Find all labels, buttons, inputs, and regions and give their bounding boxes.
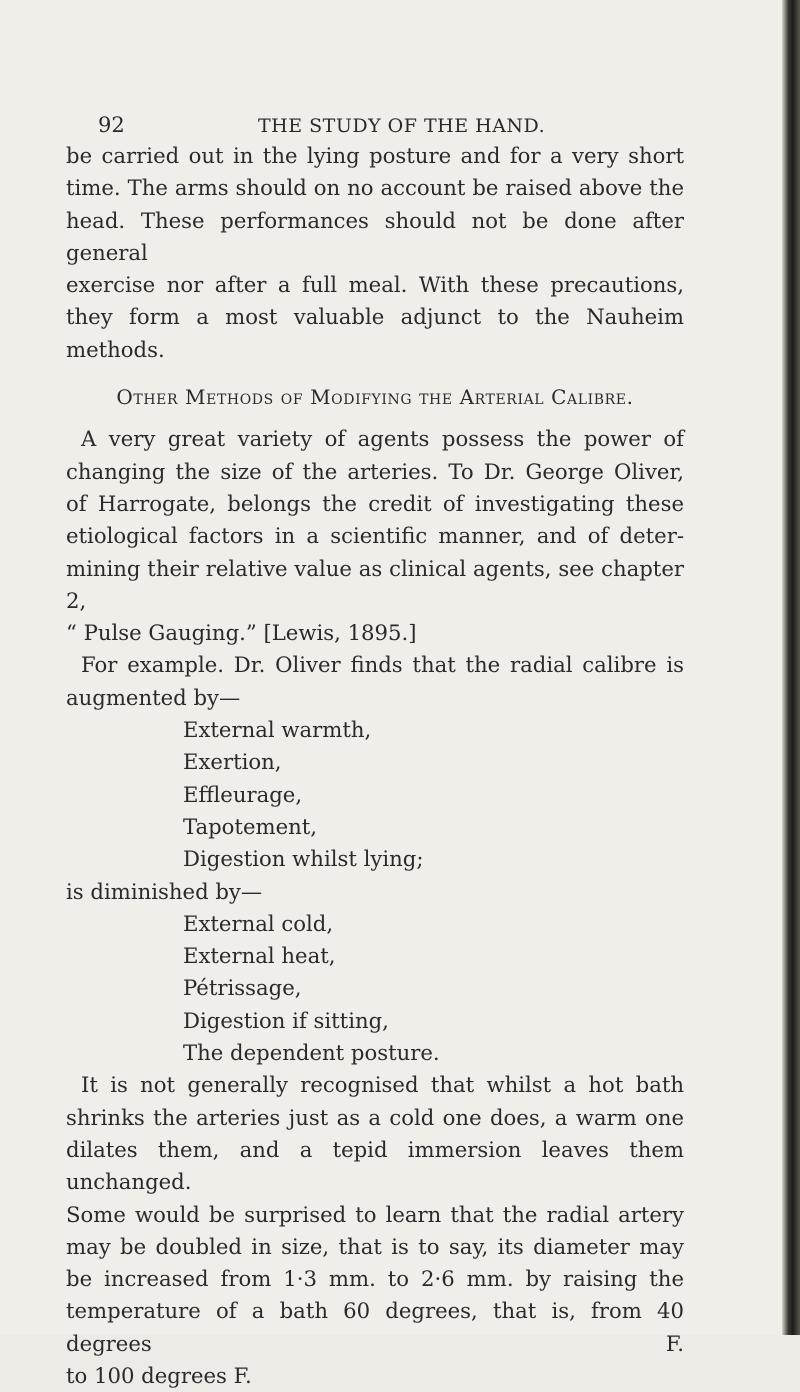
text-line: augmented by— (66, 684, 241, 710)
book-binding-edge (782, 0, 800, 1335)
text-line: “ Pulse Gauging.” [Lewis, 1895.] (66, 620, 417, 646)
text-line: temperature of a bath 60 degrees, that is, from 40 degrees F. (66, 1298, 684, 1356)
list-item: Exertion, (183, 749, 282, 775)
diminished-list (66, 908, 684, 1069)
text-line: etiological factors in a scientific manner, and of deter- (66, 523, 684, 549)
list-item: The dependent posture. (183, 1040, 440, 1066)
text-line: head. These performances should not be done after general (66, 207, 684, 265)
text-line: they form a most valuable adjunct to the Nauheim (66, 304, 684, 330)
text-line: A very great variety of agents possess the power of (81, 426, 684, 452)
text-line: changing the size of the arteries. To Dr. George Oliver, (66, 458, 684, 484)
list-item: Digestion whilst lying; (183, 846, 424, 872)
text-line: For example. Dr. Oliver finds that the radial calibre is (81, 652, 684, 678)
augmented-list (66, 714, 684, 875)
text-line: shrinks the arteries just as a cold one does, a warm one (66, 1104, 684, 1130)
text-line: exercise nor after a full meal. With these precautions, (66, 272, 684, 298)
list-item: External cold, (183, 910, 334, 936)
text-line: be increased from 1·3 mm. to 2·6 mm. by raising the (66, 1266, 684, 1292)
text-line: mining their relative value as clinical agents, see chapter 2, (66, 555, 684, 613)
text-line: may be doubled in size, that is to say, its diameter may (66, 1233, 684, 1259)
text-line: Some would be surprised to learn that the radial artery (66, 1201, 684, 1227)
list-item: Pétrissage, (183, 975, 302, 1001)
page-header (98, 113, 698, 143)
text-line: It is not generally recognised that whilst a hot bath (81, 1072, 684, 1098)
list-item: External warmth, (183, 717, 372, 743)
body-text (66, 140, 684, 1392)
text-line: dilates them, and a tepid immersion leaves them unchanged. (66, 1136, 684, 1195)
text-line: be carried out in the lying posture and for a very short (66, 143, 684, 168)
text-line: time. The arms should on no account be raised above the (66, 175, 684, 201)
page-number: 92 (98, 113, 125, 137)
text-line: is diminished by— (66, 878, 263, 904)
running-head: THE STUDY OF THE HAND. (258, 115, 546, 137)
section-heading: Other Methods of Modifying the Arterial Calibre. (116, 385, 634, 410)
list-item: Tapotement, (183, 813, 318, 839)
text-line: of Harrogate, belongs the credit of investigating these (66, 490, 684, 516)
text-line: methods. (66, 336, 165, 362)
text-line: to 100 degrees F. (66, 1362, 252, 1388)
list-item: Effleurage, (183, 781, 303, 807)
list-item: Digestion if sitting, (183, 1007, 389, 1033)
list-item: External heat, (183, 943, 336, 969)
